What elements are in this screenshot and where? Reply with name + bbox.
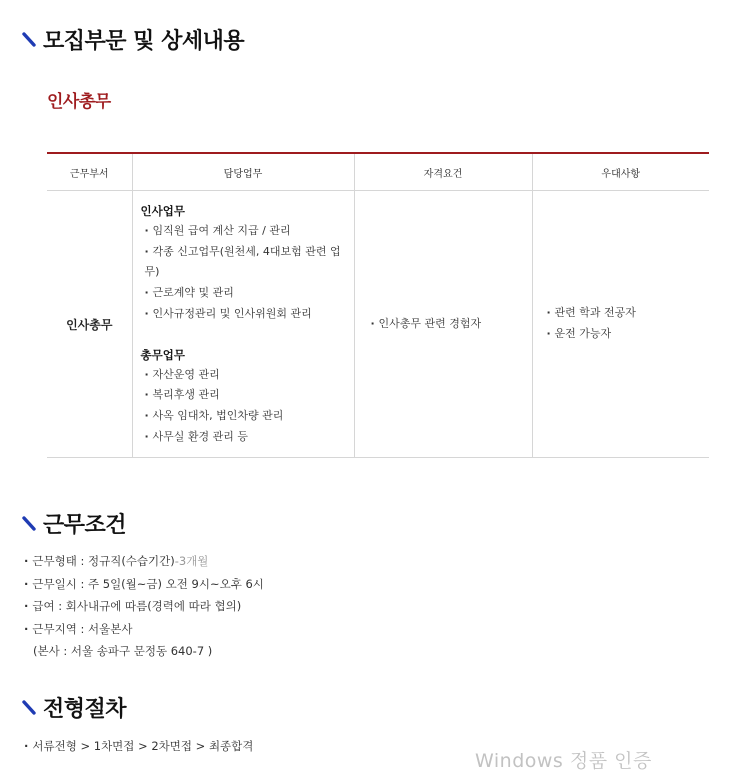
header-dept: 근무부서 [47, 153, 132, 191]
heading-slash-icon [22, 515, 36, 533]
recruit-table [47, 152, 709, 458]
duty-item: · 근로계약 및 관리 [141, 283, 354, 304]
header-duties: 담당업무 [132, 153, 354, 191]
condition-work-hours: · 근무일시 : 주 5일(월~금) 오전 9시~오후 6시 [24, 573, 264, 596]
employment-type-text: 근무형태 : 정규직(수습기간) [32, 554, 175, 568]
conditions-list [24, 550, 264, 663]
duty-item: · 사옥 임대차, 법인차량 관리 [141, 406, 354, 427]
conditions-heading [22, 508, 126, 539]
duty-item: · 임직원 급여 계산 지급 / 관리 [141, 221, 354, 242]
preference-item: · 관련 학과 전공자 [543, 303, 710, 324]
qualifications-cell [354, 191, 532, 458]
heading-slash-icon [22, 699, 36, 717]
condition-location: · 근무지역 : 서울본사 [24, 618, 264, 641]
recruit-heading [22, 24, 244, 55]
condition-employment-type [24, 550, 264, 573]
position-title: 인사총무 [47, 92, 111, 112]
header-preferences: 우대사항 [532, 153, 709, 191]
conditions-heading-text: 근무조건 [43, 513, 127, 538]
duty-item: · 자산운영 관리 [141, 365, 354, 386]
process-list [24, 735, 253, 758]
header-qualifications: 자격요건 [354, 153, 532, 191]
duty-item: · 인사규정관리 및 인사위원회 관리 [141, 304, 354, 325]
condition-salary: · 급여 : 회사내규에 따름(경력에 따라 협의) [24, 595, 264, 618]
dept-cell: 인사총무 [47, 191, 132, 458]
process-heading [22, 692, 126, 723]
duty-group-title: 인사업무 [140, 204, 185, 218]
recruit-heading-text: 모집부문 및 상세내용 [43, 29, 245, 54]
process-steps: · 서류전형 > 1차면접 > 2차면접 > 최종합격 [24, 735, 253, 758]
table-row [47, 191, 709, 458]
duty-group-title: 총무업무 [140, 347, 185, 362]
duties-cell [132, 191, 354, 458]
windows-activation-watermark: Windows 정품 인증 [475, 750, 652, 772]
duty-item: · 복리후생 관리 [141, 385, 354, 406]
heading-slash-icon [22, 31, 36, 49]
qualification-item: · 인사총무 관련 경험자 [367, 314, 532, 335]
probation-period-text: -3개월 [174, 554, 209, 568]
preferences-cell [532, 191, 709, 458]
preference-item: · 운전 가능자 [543, 324, 710, 345]
duty-item: · 사무실 환경 관리 등 [141, 427, 354, 448]
process-heading-text: 전형절차 [43, 697, 127, 722]
office-address: (본사 : 서울 송파구 문정동 640-7 ) [33, 644, 213, 658]
duty-item: · 각종 신고업무(원천세, 4대보험 관련 업무) [141, 242, 354, 283]
table-header-row [47, 153, 709, 191]
